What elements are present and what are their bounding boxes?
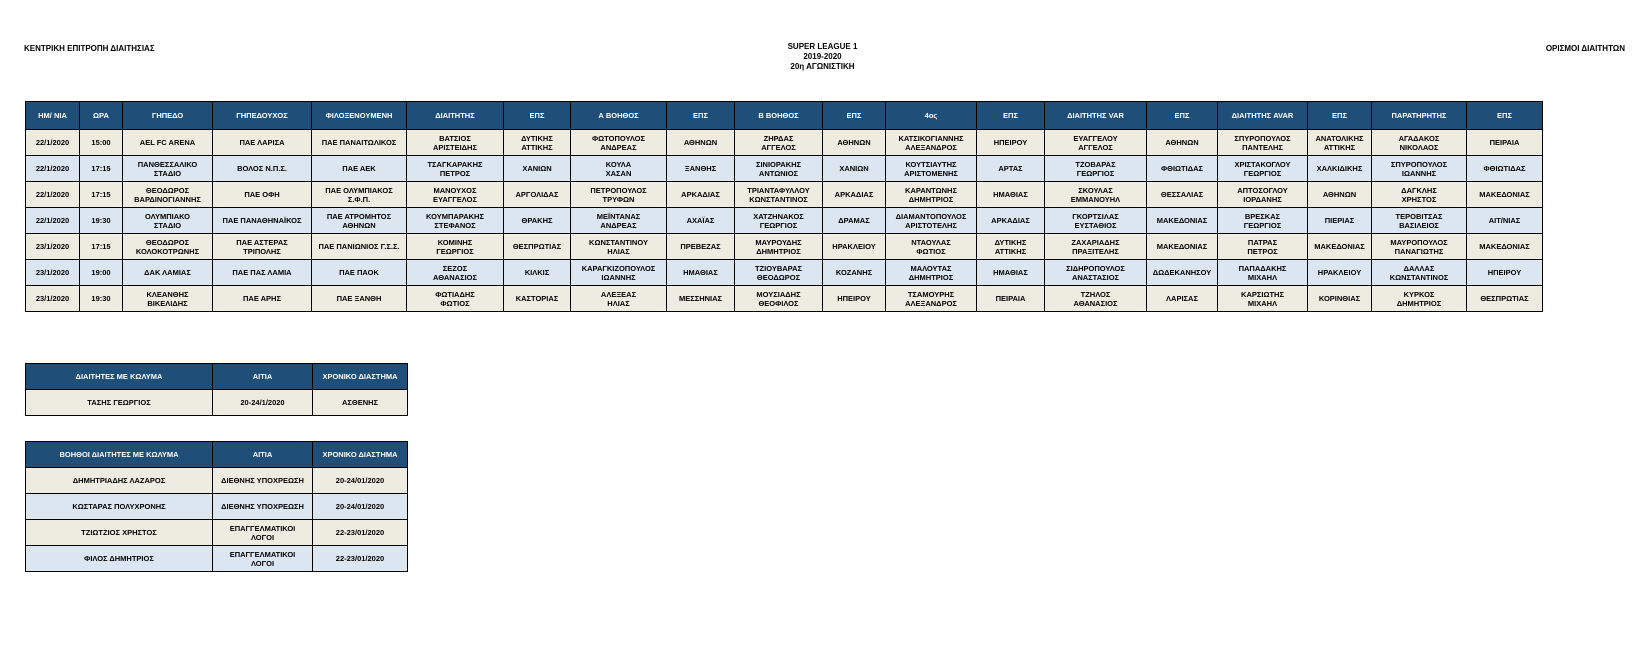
table-cell: ΒΟΛΟΣ Ν.Π.Σ. (213, 156, 312, 182)
table-cell: ΑΧΑΪΑΣ (667, 208, 735, 234)
table-cell: ΔΑΓΚΛΗΣ ΧΡΗΣΤΟΣ (1372, 182, 1467, 208)
table-cell: ΜΑΥΡΟΠΟΥΛΟΣ ΠΑΝΑΓΙΩΤΗΣ (1372, 234, 1467, 260)
table-cell: ΜΟΥΣΙΑΔΗΣ ΘΕΟΦΙΛΟΣ (735, 286, 823, 312)
table-cell: ΕΠΑΓΓΕΛΜΑΤΙΚΟΙ ΛΟΓΟΙ (213, 546, 313, 572)
table-cell: ΔΙΕΘΝΗΣ ΥΠΟΧΡΕΩΣΗ (213, 494, 313, 520)
committee-title: ΚΕΝΤΡΙΚΗ ΕΠΙΤΡΟΠΗ ΔΙΑΙΤΗΣΙΑΣ (24, 44, 155, 53)
column-header: ΕΠΣ (1308, 102, 1372, 130)
table-cell: 17:15 (80, 156, 123, 182)
table-cell: 22/1/2020 (26, 130, 80, 156)
table-row (26, 208, 1543, 234)
table-cell: 22/1/2020 (26, 156, 80, 182)
table-cell: ΑΓΑΔΑΚΟΣ ΝΙΚΟΛΑΟΣ (1372, 130, 1467, 156)
column-header: ΓΗΠΕΔΟ (123, 102, 213, 130)
table-cell: ΜΑΚΕΔΟΝΙΑΣ (1147, 208, 1218, 234)
table-cell: 15:00 (80, 130, 123, 156)
table-cell: ΑΡΓΟΛΙΔΑΣ (504, 182, 571, 208)
table-cell: 19:30 (80, 286, 123, 312)
table-cell: ΚΟΜΙΝΗΣ ΓΕΩΡΓΙΟΣ (407, 234, 504, 260)
table-cell: 23/1/2020 (26, 260, 80, 286)
table-cell: ΘΕΣΠΡΩΤΙΑΣ (1467, 286, 1543, 312)
table-cell: ΑΡΤΑΣ (977, 156, 1045, 182)
table-row (26, 468, 408, 494)
table-cell: ΛΑΡΙΣΑΣ (1147, 286, 1218, 312)
table-cell: ΠΑΕ ΞΑΝΘΗ (312, 286, 407, 312)
table-cell: ΚΑΡΣΙΩΤΗΣ ΜΙΧΑΗΛ (1218, 286, 1308, 312)
table-cell: 20-24/01/2020 (313, 468, 408, 494)
table-row (26, 156, 1543, 182)
table-cell: ΤΖΗΛΟΣ ΑΘΑΝΑΣΙΟΣ (1045, 286, 1147, 312)
table-cell: ΠΑΕ ΟΦΗ (213, 182, 312, 208)
table-cell: ΦΘΙΩΤΙΔΑΣ (1467, 156, 1543, 182)
table-cell: ΕΠΑΓΓΕΛΜΑΤΙΚΟΙ ΛΟΓΟΙ (213, 520, 313, 546)
table-cell: AEL FC ARENA (123, 130, 213, 156)
table-cell: ΣΕΖΟΣ ΑΘΑΝΑΣΙΟΣ (407, 260, 504, 286)
table-row (26, 390, 408, 416)
table-cell: ΠΕΤΡΟΠΟΥΛΟΣ ΤΡΥΦΩΝ (571, 182, 667, 208)
league-header (710, 42, 935, 72)
table-cell: ΠΙΕΡΙΑΣ (1308, 208, 1372, 234)
table-cell: ΖΑΧΑΡΙΑΔΗΣ ΠΡΑΞΙΤΕΛΗΣ (1045, 234, 1147, 260)
table-cell: ΗΡΑΚΛΕΙΟΥ (823, 234, 886, 260)
table-cell: ΠΕΙΡΑΙΑ (1467, 130, 1543, 156)
table-cell: ΔΙΕΘΝΗΣ ΥΠΟΧΡΕΩΣΗ (213, 468, 313, 494)
table-cell: ΠΑΕ ΑΡΗΣ (213, 286, 312, 312)
table-cell: 19:00 (80, 260, 123, 286)
table-cell: ΦΩΤΟΠΟΥΛΟΣ ΑΝΔΡΕΑΣ (571, 130, 667, 156)
column-header: Β ΒΟΗΘΟΣ (735, 102, 823, 130)
table-cell: ΓΚΟΡΤΣΙΛΑΣ ΕΥΣΤΑΘΙΟΣ (1045, 208, 1147, 234)
table-cell: ΠΡΕΒΕΖΑΣ (667, 234, 735, 260)
table-cell: ΚΑΡΑΝΤΩΝΗΣ ΔΗΜΗΤΡΙΟΣ (886, 182, 977, 208)
table-cell: ΠΑΕ ΑΣΤΕΡΑΣ ΤΡΙΠΟΛΗΣ (213, 234, 312, 260)
table-cell: ΑΝΑΤΟΛΙΚΗΣ ΑΤΤΙΚΗΣ (1308, 130, 1372, 156)
table-cell: ΚΛΕΑΝΘΗΣ ΒΙΚΕΛΙΔΗΣ (123, 286, 213, 312)
table-cell: ΧΑΤΖΗΝΑΚΟΣ ΓΕΩΡΓΙΟΣ (735, 208, 823, 234)
table-cell: ΧΑΝΙΩΝ (823, 156, 886, 182)
table-row (26, 286, 1543, 312)
table-cell: ΘΕΣΣΑΛΙΑΣ (1147, 182, 1218, 208)
table-cell: ΠΑΕ ΑΕΚ (312, 156, 407, 182)
table-cell: ΔΩΔΕΚΑΝΗΣΟΥ (1147, 260, 1218, 286)
table-cell: ΜΑΚΕΔΟΝΙΑΣ (1308, 234, 1372, 260)
table-cell: ΑΣΘΕΝΗΣ (313, 390, 408, 416)
table-cell: ΠΑΕ ΛΑΡΙΣΑ (213, 130, 312, 156)
table-cell: ΤΖΙΟΥΒΑΡΑΣ ΘΕΟΔΩΡΟΣ (735, 260, 823, 286)
column-header: ΠΑΡΑΤΗΡΗΤΗΣ (1372, 102, 1467, 130)
table-cell: ΚΟΥΤΣΙΑΥΤΗΣ ΑΡΙΣΤΟΜΕΝΗΣ (886, 156, 977, 182)
column-header: ΕΠΣ (1147, 102, 1218, 130)
table-row (26, 234, 1543, 260)
table-row (26, 260, 1543, 286)
column-header: ΑΙΤΙΑ (213, 442, 313, 468)
table-cell: ΚΩΝΣΤΑΝΤΙΝΟΥ ΗΛΙΑΣ (571, 234, 667, 260)
column-header: ΕΠΣ (667, 102, 735, 130)
table-row (26, 130, 1543, 156)
table-cell: ΑΘΗΝΩΝ (823, 130, 886, 156)
table-cell: ΔΥΤΙΚΗΣ ΑΤΤΙΚΗΣ (504, 130, 571, 156)
table-cell: 22/1/2020 (26, 182, 80, 208)
table-cell: ΗΠΕΙΡΟΥ (1467, 260, 1543, 286)
table-cell: 20-24/01/2020 (313, 494, 408, 520)
table-cell: ΔΥΤΙΚΗΣ ΑΤΤΙΚΗΣ (977, 234, 1045, 260)
table-cell: ΟΛΥΜΠΙΑΚΟ ΣΤΑΔΙΟ (123, 208, 213, 234)
table-cell: ΗΠΕΙΡΟΥ (823, 286, 886, 312)
table-cell: ΤΖΟΒΑΡΑΣ ΓΕΩΡΓΙΟΣ (1045, 156, 1147, 182)
column-header: ΩΡΑ (80, 102, 123, 130)
table-cell: 22-23/01/2020 (313, 546, 408, 572)
column-header: ΑΙΤΙΑ (213, 364, 313, 390)
table-cell: ΠΑΤΡΑΣ ΠΕΤΡΟΣ (1218, 234, 1308, 260)
table-cell: ΑΛΕΞΕΑΣ ΗΛΙΑΣ (571, 286, 667, 312)
round: 20η ΑΓΩΝΙΣΤΙΚΗ (790, 62, 855, 71)
table-cell: ΤΡΙΑΝΤΑΦΥΛΛΟΥ ΚΩΝΣΤΑΝΤΙΝΟΣ (735, 182, 823, 208)
table-cell: ΗΜΑΘΙΑΣ (977, 260, 1045, 286)
column-header: ΔΙΑΙΤΗΤΕΣ ΜΕ ΚΩΛΥΜΑ (26, 364, 213, 390)
table-cell: ΑΡΚΑΔΙΑΣ (667, 182, 735, 208)
column-header: ΔΙΑΙΤΗΤΗΣ AVAR (1218, 102, 1308, 130)
table-cell: ΠΑΕ ΠΑΝΑΙΤΩΛΙΚΟΣ (312, 130, 407, 156)
table-cell: ΘΕΣΠΡΩΤΙΑΣ (504, 234, 571, 260)
column-header: Α ΒΟΗΘΟΣ (571, 102, 667, 130)
table-cell: ΖΗΡΔΑΣ ΑΓΓΕΛΟΣ (735, 130, 823, 156)
document-title: ΟΡΙΣΜΟΙ ΔΙΑΙΤΗΤΩΝ (1545, 44, 1625, 53)
column-header: ΓΗΠΕΔΟΥΧΟΣ (213, 102, 312, 130)
table-cell: ΤΑΣΗΣ ΓΕΩΡΓΙΟΣ (26, 390, 213, 416)
table-cell: ΦΩΤΙΑΔΗΣ ΦΩΤΙΟΣ (407, 286, 504, 312)
table-cell: ΑΡΚΑΔΙΑΣ (823, 182, 886, 208)
column-header: ΧΡΟΝΙΚΟ ΔΙΑΣΤΗΜΑ (313, 442, 408, 468)
table-cell: ΜΑΥΡΟΥΔΗΣ ΔΗΜΗΤΡΙΟΣ (735, 234, 823, 260)
table-cell: ΚΙΛΚΙΣ (504, 260, 571, 286)
column-header: ΗΜ/ ΝΙΑ (26, 102, 80, 130)
table-cell: ΔΑΛΛΑΣ ΚΩΝΣΤΑΝΤΙΝΟΣ (1372, 260, 1467, 286)
column-header: 4ος (886, 102, 977, 130)
table-cell: ΚΟΥΛΑ ΧΑΣΑΝ (571, 156, 667, 182)
table-cell: 19:30 (80, 208, 123, 234)
table-cell: ΚΟΥΜΠΑΡΑΚΗΣ ΣΤΕΦΑΝΟΣ (407, 208, 504, 234)
table-cell: ΤΣΑΜΟΥΡΗΣ ΑΛΕΞΑΝΔΡΟΣ (886, 286, 977, 312)
table-cell: ΚΑΤΣΙΚΟΓΙΑΝΝΗΣ ΑΛΕΞΑΝΔΡΟΣ (886, 130, 977, 156)
table-cell: ΚΟΡΙΝΘΙΑΣ (1308, 286, 1372, 312)
table-cell: ΠΑΕ ΠΑΟΚ (312, 260, 407, 286)
table-cell: ΜΑΚΕΔΟΝΙΑΣ (1467, 182, 1543, 208)
table-cell: ΔΙΑΜΑΝΤΟΠΟΥΛΟΣ ΑΡΙΣΤΟΤΕΛΗΣ (886, 208, 977, 234)
table-cell: ΝΤΑΟΥΛΑΣ ΦΩΤΙΟΣ (886, 234, 977, 260)
column-header: ΕΠΣ (1467, 102, 1543, 130)
table-cell: 17:15 (80, 234, 123, 260)
blocked-assistants-table (25, 441, 408, 572)
table-row (26, 520, 408, 546)
table-cell: ΠΕΙΡΑΙΑ (977, 286, 1045, 312)
column-header: ΕΠΣ (823, 102, 886, 130)
table-cell: ΚΑΣΤΟΡΙΑΣ (504, 286, 571, 312)
table-cell: ΑΠΤΟΣΟΓΛΟΥ ΙΟΡΔΑΝΗΣ (1218, 182, 1308, 208)
table-cell: ΣΠΥΡΟΠΟΥΛΟΣ ΙΩΑΝΝΗΣ (1372, 156, 1467, 182)
table-cell: ΤΕΡΟΒΙΤΣΑΣ ΒΑΣΙΛΕΙΟΣ (1372, 208, 1467, 234)
table-cell: ΘΕΟΔΩΡΟΣ ΒΑΡΔΙΝΟΓΙΑΝΝΗΣ (123, 182, 213, 208)
table-cell: ΜΑΚΕΔΟΝΙΑΣ (1467, 234, 1543, 260)
column-header: ΕΠΣ (977, 102, 1045, 130)
league-name: SUPER LEAGUE 1 (787, 42, 858, 51)
table-cell: ΗΡΑΚΛΕΙΟΥ (1308, 260, 1372, 286)
table-cell: ΧΑΛΚΙΔΙΚΗΣ (1308, 156, 1372, 182)
table-row (26, 182, 1543, 208)
table-cell: ΑΘΗΝΩΝ (667, 130, 735, 156)
table-cell: ΜΑΛΟΥΤΑΣ ΔΗΜΗΤΡΙΟΣ (886, 260, 977, 286)
table-cell: ΧΡΙΣΤΑΚΟΓΛΟΥ ΓΕΩΡΓΙΟΣ (1218, 156, 1308, 182)
table-cell: ΤΣΑΓΚΑΡΑΚΗΣ ΠΕΤΡΟΣ (407, 156, 504, 182)
table-cell: ΗΜΑΘΙΑΣ (977, 182, 1045, 208)
table-cell: ΔΑΚ ΛΑΜΙΑΣ (123, 260, 213, 286)
table-cell: ΠΑΕ ΑΤΡΟΜΗΤΟΣ ΑΘΗΝΩΝ (312, 208, 407, 234)
table-cell: ΠΑΝΘΕΣΣΑΛΙΚΟ ΣΤΑΔΙΟ (123, 156, 213, 182)
table-cell: 17:15 (80, 182, 123, 208)
table-cell: ΤΖΙΩΤΖΙΟΣ ΧΡΗΣΤΟΣ (26, 520, 213, 546)
table-row (26, 494, 408, 520)
column-header: ΦΙΛΟΞΕΝΟΥΜΕΝΗ (312, 102, 407, 130)
table-cell: ΦΘΙΩΤΙΔΑΣ (1147, 156, 1218, 182)
table-cell: ΔΗΜΗΤΡΙΑΔΗΣ ΛΑΖΑΡΟΣ (26, 468, 213, 494)
table-cell: ΣΙΝΙΟΡΑΚΗΣ ΑΝΤΩΝΙΟΣ (735, 156, 823, 182)
table-cell: ΘΡΑΚΗΣ (504, 208, 571, 234)
table-cell: ΑΙΤ/ΝΙΑΣ (1467, 208, 1543, 234)
table-cell: ΗΠΕΙΡΟΥ (977, 130, 1045, 156)
table-cell: ΠΑΕ ΠΑΣ ΛΑΜΙΑ (213, 260, 312, 286)
column-header: ΧΡΟΝΙΚΟ ΔΙΑΣΤΗΜΑ (313, 364, 408, 390)
table-row (26, 546, 408, 572)
referee-assignments-table (25, 101, 1543, 312)
table-cell: ΚΥΡΚΟΣ ΔΗΜΗΤΡΙΟΣ (1372, 286, 1467, 312)
table-cell: ΣΚΟΥΛΑΣ ΕΜΜΑΝΟΥΗΛ (1045, 182, 1147, 208)
table-cell: ΜΕΪΝΤΑΝΑΣ ΑΝΔΡΕΑΣ (571, 208, 667, 234)
table-cell: ΜΕΣΣΗΝΙΑΣ (667, 286, 735, 312)
table-cell: 23/1/2020 (26, 286, 80, 312)
table-cell: ΘΕΟΔΩΡΟΣ ΚΟΛΟΚΟΤΡΩΝΗΣ (123, 234, 213, 260)
table-cell: 20-24/1/2020 (213, 390, 313, 416)
column-header: ΔΙΑΙΤΗΤΗΣ (407, 102, 504, 130)
table-cell: 22/1/2020 (26, 208, 80, 234)
table-cell: ΧΑΝΙΩΝ (504, 156, 571, 182)
table-cell: ΜΑΝΟΥΧΟΣ ΕΥΑΓΓΕΛΟΣ (407, 182, 504, 208)
table-cell: ΗΜΑΘΙΑΣ (667, 260, 735, 286)
table-cell: ΒΡΕΣΚΑΣ ΓΕΩΡΓΙΟΣ (1218, 208, 1308, 234)
table-cell: ΣΠΥΡΟΠΟΥΛΟΣ ΠΑΝΤΕΛΗΣ (1218, 130, 1308, 156)
table-cell: ΦΙΛΟΣ ΔΗΜΗΤΡΙΟΣ (26, 546, 213, 572)
table-cell: ΠΑΠΑΔΑΚΗΣ ΜΙΧΑΗΛ (1218, 260, 1308, 286)
table-cell: ΒΑΤΣΙΟΣ ΑΡΙΣΤΕΙΔΗΣ (407, 130, 504, 156)
table-cell: ΑΘΗΝΩΝ (1308, 182, 1372, 208)
table-cell: ΚΟΖΑΝΗΣ (823, 260, 886, 286)
season: 2019-2020 (803, 52, 842, 61)
table-cell: ΑΡΚΑΔΙΑΣ (977, 208, 1045, 234)
table-cell: ΠΑΕ ΠΑΝΙΩΝΙΟΣ Γ.Σ.Σ. (312, 234, 407, 260)
table-cell: ΞΑΝΘΗΣ (667, 156, 735, 182)
table-cell: ΣΙΔΗΡΟΠΟΥΛΟΣ ΑΝΑΣΤΑΣΙΟΣ (1045, 260, 1147, 286)
table-cell: ΜΑΚΕΔΟΝΙΑΣ (1147, 234, 1218, 260)
table-cell: 23/1/2020 (26, 234, 80, 260)
table-cell: 22-23/01/2020 (313, 520, 408, 546)
column-header: ΔΙΑΙΤΗΤΗΣ VAR (1045, 102, 1147, 130)
column-header: ΕΠΣ (504, 102, 571, 130)
table-cell: ΚΑΡΑΓΚΙΖΟΠΟΥΛΟΣ ΙΩΑΝΝΗΣ (571, 260, 667, 286)
table-cell: ΠΑΕ ΟΛΥΜΠΙΑΚΟΣ Σ.Φ.Π. (312, 182, 407, 208)
table-cell: ΑΘΗΝΩΝ (1147, 130, 1218, 156)
table-cell: ΠΑΕ ΠΑΝΑΘΗΝΑΪΚΟΣ (213, 208, 312, 234)
column-header: ΒΟΗΘΟΙ ΔΙΑΙΤΗΤΕΣ ΜΕ ΚΩΛΥΜΑ (26, 442, 213, 468)
table-cell: ΚΩΣΤΑΡΑΣ ΠΟΛΥΧΡΟΝΗΣ (26, 494, 213, 520)
table-cell: ΔΡΑΜΑΣ (823, 208, 886, 234)
blocked-referees-table (25, 363, 408, 416)
table-cell: ΕΥΑΓΓΕΛΟΥ ΑΓΓΕΛΟΣ (1045, 130, 1147, 156)
